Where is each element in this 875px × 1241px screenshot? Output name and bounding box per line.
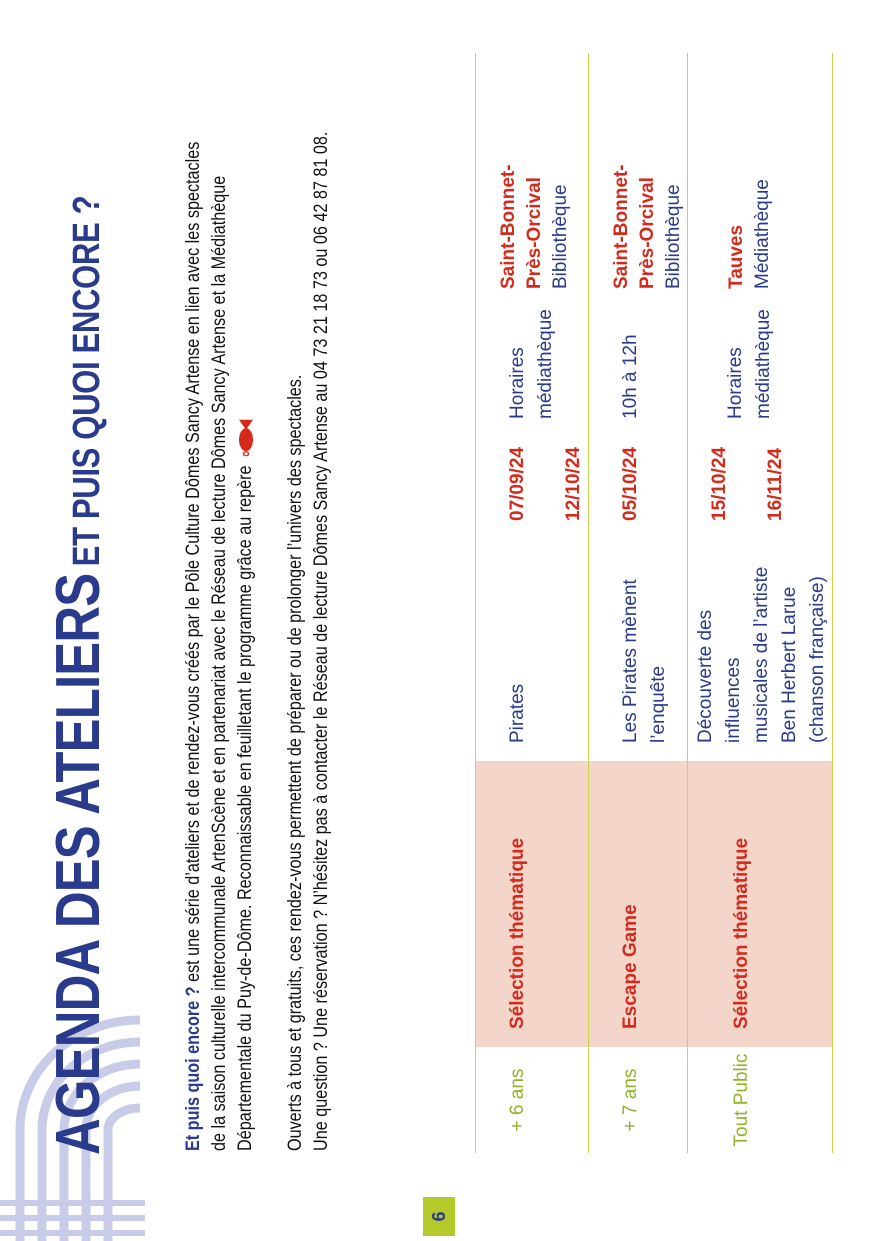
town-line: Près-Orcival [637,177,658,289]
intro-para2-line-1: Ouverts à tous et gratuits, ces rendez-vous permettent de préparer ou de prolonger l’univers des spectacles. [284,374,306,1151]
table-row [688,53,833,1153]
library-name: Médiathèque [752,179,773,289]
red-fish-icon [236,418,256,456]
intro-lead: Et puis quoi encore ? [182,986,204,1151]
theme-line: musicales de l’artiste [751,566,772,743]
town-line: Saint-Bonnet- [611,164,632,289]
library-name: Bibliothèque [550,184,571,289]
intro-para2-line-2: Une question ? Une réservation ? N’hésitez pas à contacter le Réseau de lecture Dômes Sancy Artense au 04 73 21 18 73 ou 06 42 87 81 08. [310,131,332,1151]
theme-line: (chanson française) [807,576,828,743]
date-2: 16/11/24 [765,448,786,521]
town-line: Tauves [726,224,747,289]
hours-line: médiathèque [753,309,774,419]
place-cell [589,53,688,289]
theme-line: Ben Herbert Larue [779,586,800,743]
dates-cell [589,419,688,521]
town-line: Près-Orcival [524,177,545,289]
date-1: 05/10/24 [620,447,641,521]
intro-line-3: Départementale du Puy-de-Dôme. Reconnaissable en feuilletant le programme grâce au repère [234,465,256,1151]
dates-cell [476,419,589,521]
hours-line: médiathèque [535,309,556,419]
type-cell: Escape Game [589,761,688,1047]
intro-line-2: de la saison culturelle intercommunale ArtenScène et en partenariat avec le Réseau de lecture Dômes Sancy Artense et la Médiathèque [208,175,230,1151]
type-cell: Sélection thématique [476,761,589,1047]
dates-cell [688,419,833,521]
date-2: 12/10/24 [563,447,584,521]
theme-cell [476,521,589,761]
agenda-table [475,53,833,1153]
town-line: Saint-Bonnet- [498,164,519,289]
intro-paragraph-2 [282,31,334,1152]
theme-cell [589,521,688,761]
theme-line: Pirates [507,683,528,743]
hours-line: Horaires [507,347,528,419]
date-1: 15/10/24 [709,447,730,521]
age-cell: + 6 ans [476,1047,589,1153]
place-cell [476,53,589,289]
title-main: AGENDA DES ATELIERS [44,573,113,1155]
table-row [589,53,688,1153]
age-cell: + 7 ans [589,1047,688,1153]
intro-paragraph-1 [180,31,258,1152]
page-number: 6 [423,1197,455,1236]
page-title [44,195,113,1155]
age-cell: Tout Public [688,1047,833,1153]
theme-line: Découverte des influences [695,609,744,743]
hours-line: 10h à 12h [620,334,641,419]
library-name: Bibliothèque [663,184,684,289]
hours-cell [476,289,589,419]
hours-cell [589,289,688,419]
hours-line: Horaires [725,347,746,419]
place-cell [688,53,833,289]
theme-cell [688,521,833,761]
hours-cell [688,289,833,419]
date-1: 07/09/24 [507,447,528,521]
title-sub: ET PUIS QUOI ENCORE ? [66,195,108,567]
theme-line: Les Pirates mènent l’enquête [620,579,669,743]
intro-line-1: est une série d’ateliers et de rendez-vous créés par le Pôle Culture Dômes Sancy Artense en lien avec les spectacles [182,141,204,987]
table-row [476,53,589,1153]
type-cell: Sélection thématique [688,761,833,1047]
